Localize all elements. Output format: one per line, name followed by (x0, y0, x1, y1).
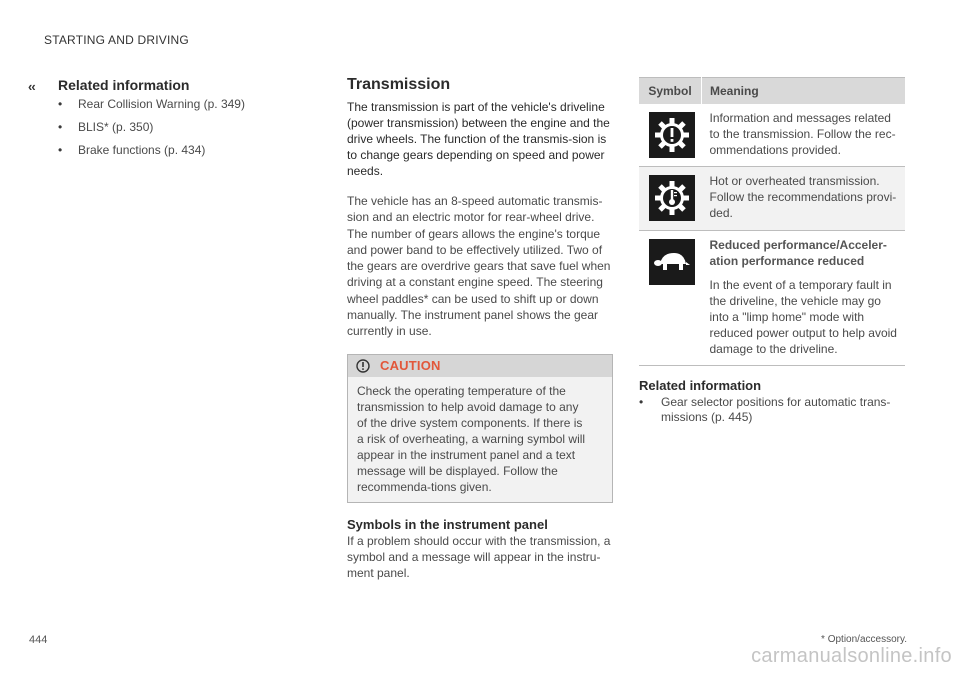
symbol-column-header: Symbol (639, 78, 702, 105)
symbol-table-header (639, 78, 905, 105)
meaning-column-header: Meaning (702, 78, 906, 105)
gear-warning-icon (649, 112, 695, 158)
meaning-cell: Hot or overheated transmission. Follow the recommendations provi-ded. (702, 167, 906, 231)
table-row (639, 231, 905, 366)
caution-text: Check the operating temperature of the transmission to help avoid damage to any of the drive system components. If there is a risk of overheating, a warning symbol will appear in the instrument panel and a text message will be displayed. Follow the recommenda-tions given. (357, 383, 586, 494)
continued-from-previous-icon: ‹‹ (28, 79, 35, 94)
related-link-blis[interactable]: • BLIS* (p. 350) (58, 120, 278, 135)
watermark: carmanualsonline.info (751, 645, 952, 667)
related-information-list (58, 97, 278, 158)
caution-header (348, 355, 612, 377)
related-link-gear-selector-positions[interactable]: • Gear selector positions for automatic trans-missions (p. 445) (639, 395, 905, 425)
column-middle (347, 76, 613, 581)
turtle-icon (649, 239, 695, 285)
gear-temperature-icon (649, 175, 695, 221)
transmission-heading: Transmission (347, 76, 451, 93)
column-right (639, 77, 905, 425)
symbols-intro: If a problem should occur with the transmission, a symbol and a message will appear in the instru-ment panel. (347, 533, 611, 580)
related-information-list (639, 395, 905, 425)
related-information-heading: Related information (639, 378, 762, 393)
page-number: 444 (29, 634, 48, 646)
option-accessory-footnote: * Option/accessory. (821, 634, 907, 645)
section-title: STARTING AND DRIVING (44, 33, 189, 47)
transmission-intro: The transmission is part of the vehicle's driveline (power transmission) between the engine and the drive wheels. The function of the transmis-sion is to change gears depending on speed and power needs. (347, 100, 610, 178)
table-row (639, 104, 905, 167)
symbol-table (639, 77, 905, 366)
transmission-body: The vehicle has an 8-speed automatic transmis-sion and an electric motor for rear-wheel drive. The number of gears allows the engine's torque and power band to be effectively utilized. Two of the gears are overdrive gears that save fuel when driving at a constant engine speed. The steering wheel paddles* can be used to shift up or down manually. The instrument panel shows the gear currently in use. (347, 194, 611, 339)
meaning-cell: In the event of a temporary fault in the driveline, the vehicle may go into a "limp home" mode with reduced power output to help avoid damage to the driveline. (709, 278, 897, 356)
related-information-heading: Related information (58, 77, 190, 93)
caution-box (347, 354, 613, 503)
caution-icon (356, 359, 370, 373)
caution-title: CAUTION (380, 358, 441, 374)
meaning-cell: Information and messages related to the transmission. Follow the rec-ommendations provided. (702, 104, 906, 167)
reduced-performance-title: Reduced performance/Acceler-ation performance reduced (709, 238, 887, 268)
table-row (639, 167, 905, 231)
symbols-heading: Symbols in the instrument panel (347, 516, 548, 532)
related-link-brake-functions[interactable]: • Brake functions (p. 434) (58, 143, 278, 158)
column-left (28, 77, 278, 166)
related-link-rear-collision-warning[interactable]: • Rear Collision Warning (p. 349) (58, 97, 278, 112)
